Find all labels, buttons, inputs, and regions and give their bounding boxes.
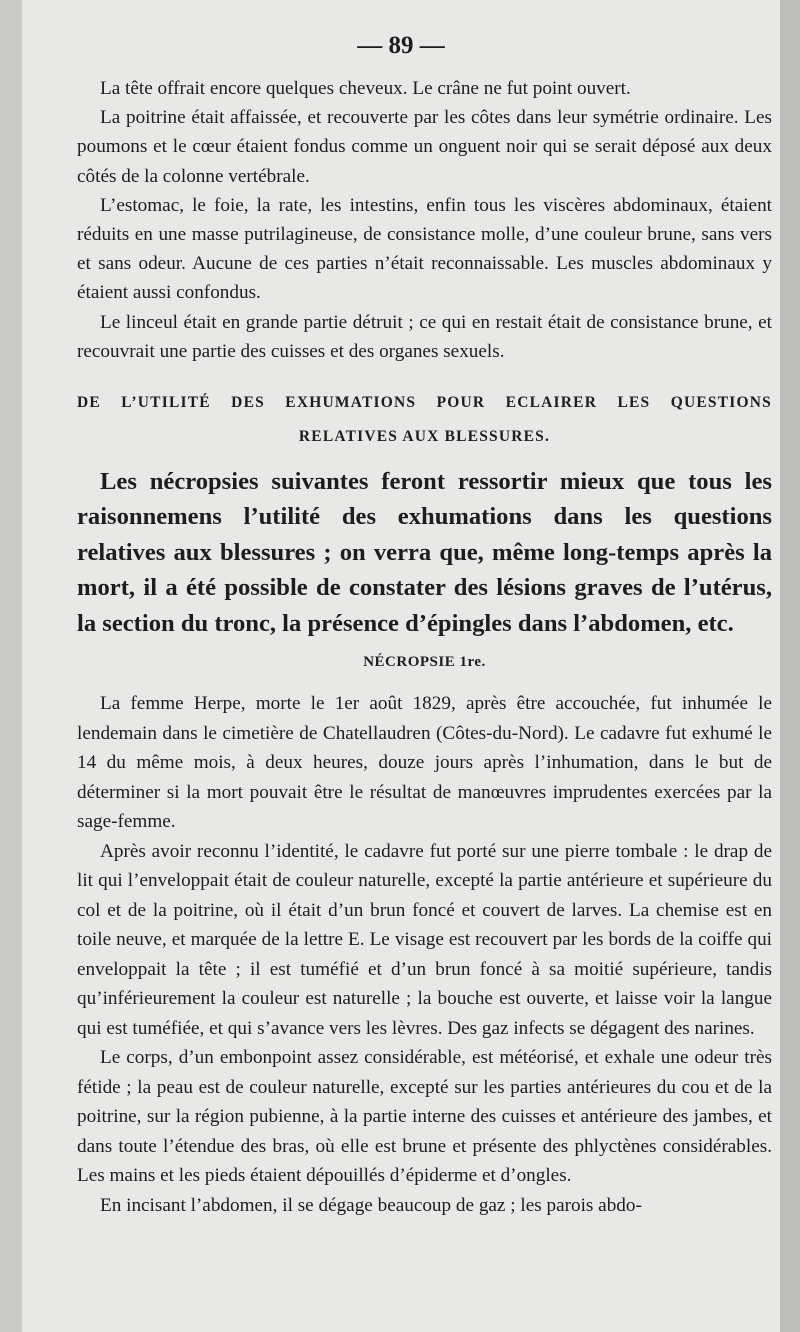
page-edge	[780, 0, 800, 1332]
intro-paragraph: Les nécropsies suivantes feront ressortir mieux que tous les raisonnemens l’utilité des exhumations dans les questions relatives aux blessures ; on verra que, même long-temps après la mort, il a été possible de constater des lésions graves de l’utérus, la section du tronc, la présence d’épingles dans l’abdomen, etc.	[77, 468, 772, 637]
paragraph: Le linceul était en grande partie détruit ; ce qui en restait était de consistance brune, et recouvrait une partie des cuisses et des organes sexuels.	[77, 311, 772, 362]
necropsy-text	[77, 689, 772, 1220]
page-body	[77, 74, 772, 1220]
book-page	[22, 0, 780, 1332]
paragraph: La tête offrait encore quelques cheveux. Le crâne ne fut point ouvert.	[100, 78, 631, 99]
intro-block	[77, 464, 772, 641]
paragraph: La poitrine était affaissée, et recouverte par les côtes dans leur symétrie ordinaire. Les poumons et le cœur étaient fondus comme un onguent noir qui se serait déposé aux deux côtés de la colonne vertébrale.	[77, 107, 772, 187]
section-title	[77, 386, 772, 454]
necropsy-title: NÉCROPSIE 1re.	[363, 654, 486, 671]
necropsy-heading	[77, 649, 772, 675]
paragraph: En incisant l’abdomen, il se dégage beaucoup de gaz ; les parois abdo-	[100, 1194, 642, 1216]
paragraph: L’estomac, le foie, la rate, les intestins, enfin tous les viscères abdominaux, étaient réduits en une masse putrilagineuse, de consistance molle, d’une couleur brune, sans vers et sans odeur. Aucune de ces parties n’était reconnaissable. Les muscles abdominaux y étaient aussi confondus.	[77, 194, 772, 304]
paragraph: Après avoir reconnu l’identité, le cadavre fut porté sur une pierre tombale : le drap de lit qui l’enveloppait était de couleur naturelle, excepté la partie antérieure et supérieure du col et de la poitrine, où il était d’un brun foncé et couvert de larves. La chemise est en toile neuve, et marquée de la lettre E. Le visage est recouvert par les bords de la coiffe qui enveloppait la tête ; il est tuméfié et d’un brun foncé à sa moitié supérieure, tandis qu’inférieurement la couleur est naturelle ; la bouche est ouverte, et laisse voir la langue qui est tuméfiée, et qui s’avance vers les lèvres. Des gaz infects se dégagent des narines.	[77, 840, 772, 1039]
paragraph: Le corps, d’un embonpoint assez considérable, est météorisé, et exhale une odeur très fétide ; la peau est de couleur naturelle, excepté sur les parties antérieures du cou et de la poitrine, sur la région pubienne, à la partie interne des cuisses et antérieure des jambes, et dans toute l’étendue des bras, où elle est brune et présente des phlyctènes considérables. Les mains et les pieds étaient dépouillés d’épiderme et d’ongles.	[77, 1047, 772, 1187]
section-title-line-2: RELATIVES AUX BLESSURES.	[298, 428, 551, 446]
page-number: — 89 —	[357, 32, 445, 59]
section-title-line-1: DE L’UTILITÉ DES EXHUMATIONS POUR ECLAIRER LES QUESTIONS	[77, 394, 772, 412]
paragraph: La femme Herpe, morte le 1er août 1829, après être accouchée, fut inhumée le lendemain dans le cimetière de Chatellaudren (Côtes-du-Nord). Le cadavre fut exhumé le 14 du même mois, à deux heures, douze jours après l’inhumation, dans le but de déterminer si la mort pouvait être le résultat de manœuvres imprudentes exercées par la sage-femme.	[77, 693, 772, 833]
